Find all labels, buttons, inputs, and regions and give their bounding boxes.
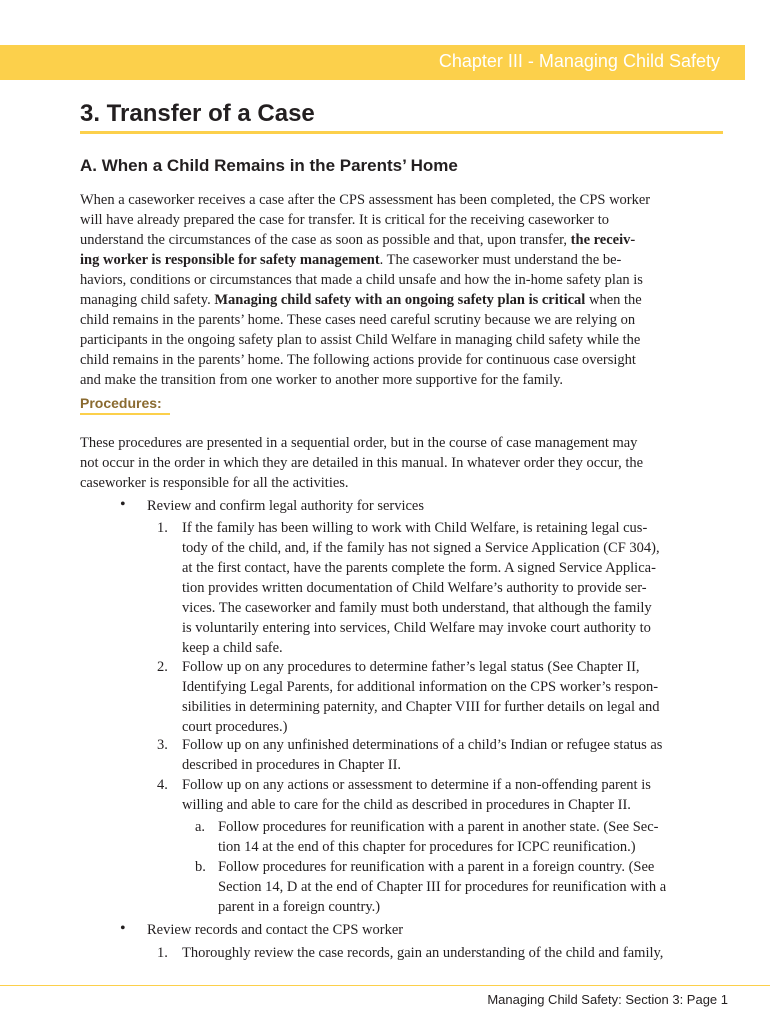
chapter-banner [0,45,745,80]
list-number: 1. [157,945,168,961]
sub-list-letter: a. [195,819,206,835]
list-item [182,775,651,815]
list-number: 3. [157,737,168,753]
section-title: 3. Transfer of a Case [80,100,315,127]
text-line: These procedures are presented in a sequential order, but in the course of case management may [80,435,638,451]
bold-emphasis: Managing child safety with an ongoing safety plan is critical [214,292,586,308]
procedures-underline [80,413,170,415]
text-line: Thoroughly review the case records, gain an understanding of the child and family, [182,945,664,961]
footer-rule [0,985,770,986]
text-line: haviors, conditions or circumstances that made a child unsafe and how the in-home safety plan is [80,272,643,288]
intro-paragraph [80,190,723,390]
procedures-intro [80,433,723,493]
list-number: 2. [157,659,168,675]
text-line: vices. The caseworker and family must both understand, that although the family [182,600,652,616]
bold-emphasis: ing worker is responsible for safety management [80,252,380,268]
text-line: willing and able to care for the child as described in procedures in Chapter II. [182,797,631,813]
subsection-heading: A. When a Child Remains in the Parents’ Home [80,156,458,175]
text-line: ing worker is responsible for safety management. The caseworker must understand the be- [80,252,622,268]
text-line: Follow up on any procedures to determine father’s legal status (See Chapter II, [182,659,640,675]
text-line: will have already prepared the case for transfer. It is critical for the receiving caseworker to [80,212,609,228]
text-line: sibilities in determining paternity, and Chapter VIII for further details on legal and [182,699,660,715]
text-line: Section 14, D at the end of Chapter III for procedures for reunification with a [218,879,667,895]
list-item [182,943,663,963]
text-line: managing child safety. Managing child safety with an ongoing safety plan is critical when the [80,292,642,308]
text-line: keep a child safe. [182,640,283,656]
text-line: participants in the ongoing safety plan to assist Child Welfare in managing child safety while the [80,332,641,348]
text-line: described in procedures in Chapter II. [182,757,402,773]
sub-list-item [218,857,666,917]
text-line: Identifying Legal Parents, for additional information on the CPS worker’s respon- [182,679,659,695]
text-line: court procedures.) [182,719,288,735]
chapter-banner-text: Chapter III - Managing Child Safety [438,51,720,71]
bullet-icon: • [120,920,126,937]
text-line: Follow up on any unfinished determinations of a child’s Indian or refugee status as [182,737,663,753]
text-line: Follow procedures for reunification with a parent in another state. (See Sec- [218,819,659,835]
bold-emphasis: the receiv- [570,232,636,248]
text-line: When a caseworker receives a case after the CPS assessment has been completed, the CPS worker [80,192,651,208]
text-line: tion 14 at the end of this chapter for procedures for ICPC reunification.) [218,839,636,855]
procedures-heading: Procedures: [80,395,162,411]
bullet-text: Review records and contact the CPS worker [147,922,404,938]
text-line: child remains in the parents’ home. These cases need careful scrutiny because we are relying on [80,312,636,328]
text-line: tion provides written documentation of Child Welfare’s authority to provide ser- [182,580,647,596]
page-footer: Managing Child Safety: Section 3: Page 1 [487,992,728,1007]
text-line: is voluntarily entering into services, Child Welfare may invoke court authority to [182,620,651,636]
bullet-text: Review and confirm legal authority for services [147,498,425,514]
list-number: 4. [157,777,168,793]
text-line: understand the circumstances of the case as soon as possible and that, upon transfer, the receiv- [80,232,636,248]
text-line: If the family has been willing to work with Child Welfare, is retaining legal cus- [182,520,648,536]
text-line: at the first contact, have the parents complete the form. A signed Service Applica- [182,560,656,576]
list-item [182,735,662,775]
text-line: not occur in the order in which they are detailed in this manual. In whatever order they occur, the [80,455,644,471]
text-line: parent in a foreign country.) [218,899,381,915]
sub-list-item [218,817,659,857]
text-line: caseworker is responsible for all the activities. [80,475,349,491]
list-number: 1. [157,520,168,536]
title-underline [80,131,723,134]
sub-list-letter: b. [195,859,206,875]
bullet-icon: • [120,496,126,513]
text-line: child remains in the parents’ home. The following actions provide for continuous case oversight [80,352,636,368]
list-item [182,518,660,658]
list-item [182,657,660,737]
text-line: tody of the child, and, if the family has not signed a Service Application (CF 304), [182,540,660,556]
text-line: Follow up on any actions or assessment to determine if a non-offending parent is [182,777,651,793]
text-line: Follow procedures for reunification with a parent in a foreign country. (See [218,859,655,875]
text-line: and make the transition from one worker to another more supportive for the family. [80,372,564,388]
